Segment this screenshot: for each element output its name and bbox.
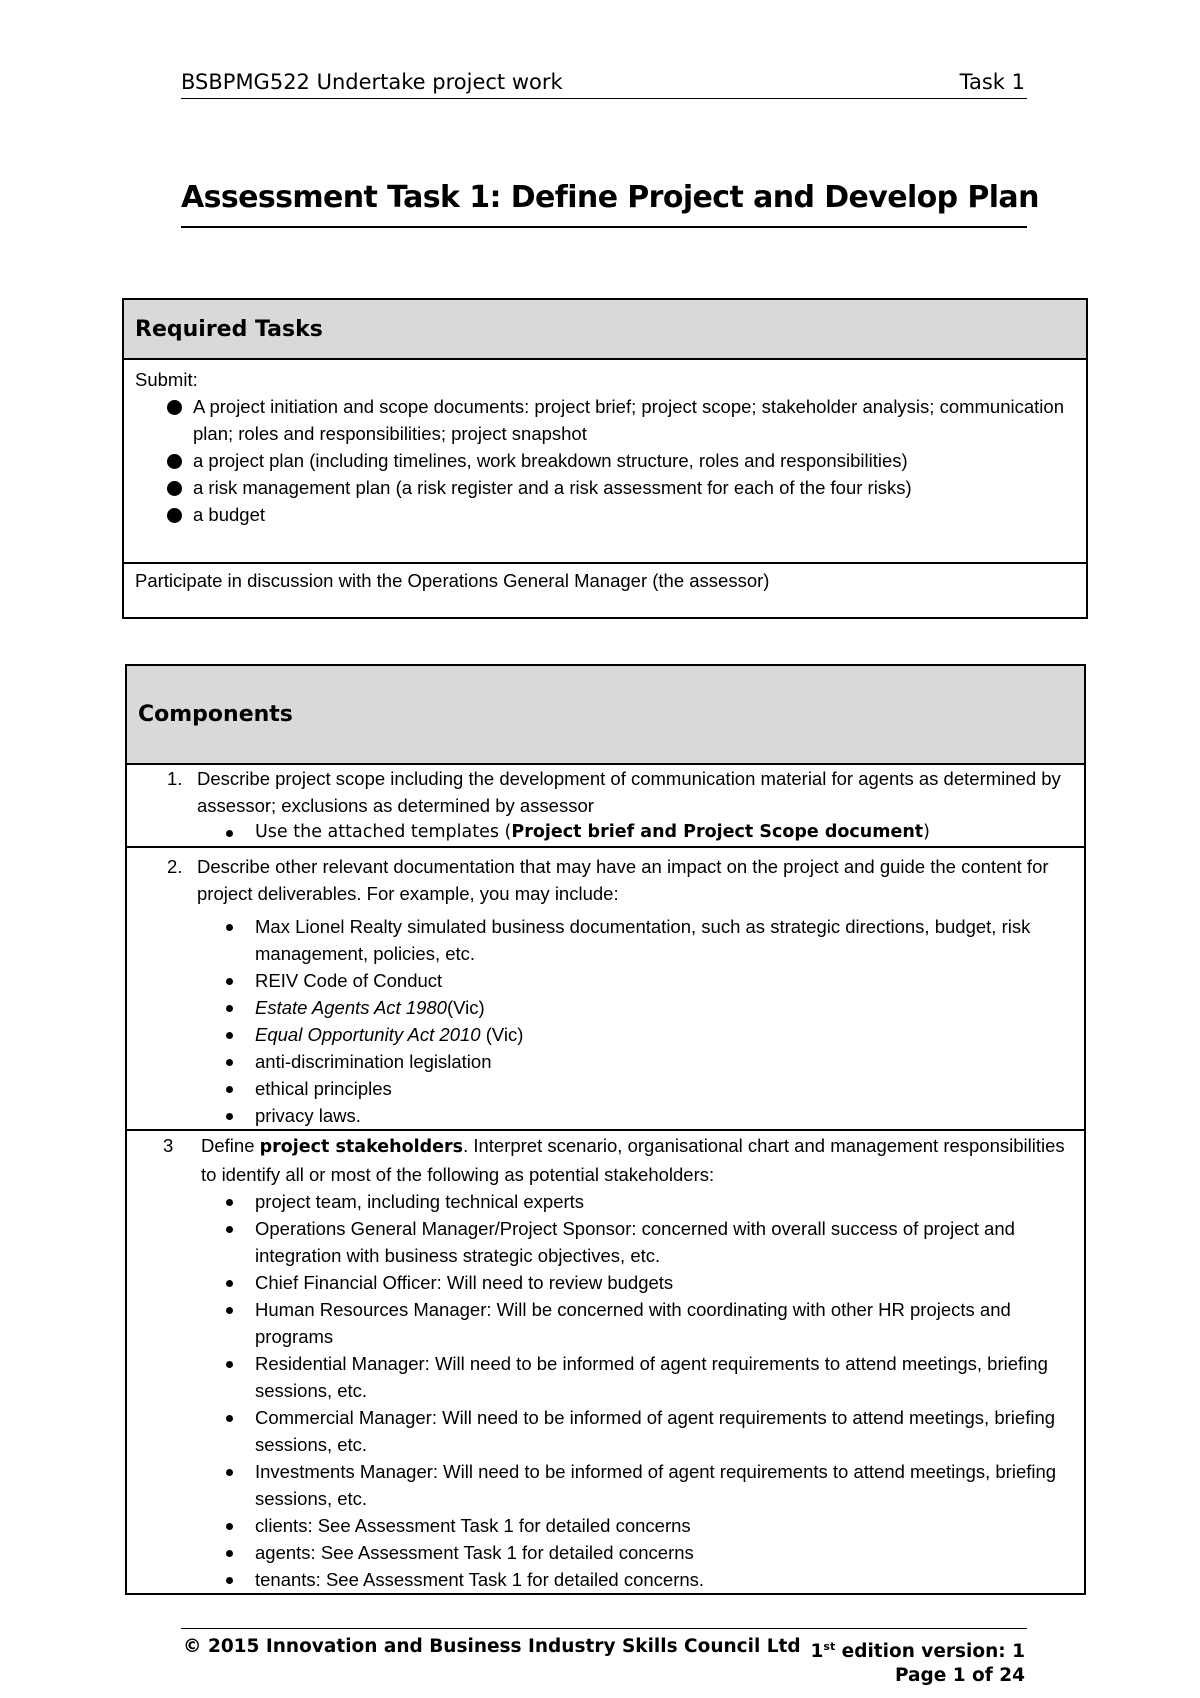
submit-list — [135, 393, 1075, 528]
page-footer — [181, 1628, 1027, 1688]
list-item: Operations General Manager/Project Sponsor: concerned with overall success of project and integration with business strategic objectives, etc. — [255, 1215, 1070, 1269]
list-item: project team, including technical experts — [255, 1188, 1070, 1215]
discussion-cell: Participate in discussion with the Operations General Manager (the assessor) — [135, 570, 770, 591]
stakeholders-term: project stakeholders — [259, 1137, 464, 1157]
template-names: Project brief and Project Scope document — [511, 822, 924, 842]
list-item: Investments Manager: Will need to be informed of agent requirements to attend meetings, briefing sessions, etc. — [255, 1458, 1070, 1512]
list-item: anti-discrimination legislation — [255, 1048, 1070, 1075]
list-item: Equal Opportunity Act 2010 (Vic) — [255, 1021, 1070, 1048]
component-number: 3 — [163, 1135, 174, 1156]
list-item: agents: See Assessment Task 1 for detailed concerns — [255, 1539, 1070, 1566]
list-item: A project initiation and scope documents: project brief; project scope; stakeholder analysis; communication plan; roles and responsibilities; project snapshot — [167, 393, 1075, 447]
components-table — [125, 664, 1086, 1595]
list-item: ethical principles — [255, 1075, 1070, 1102]
list-item: a project plan (including timelines, work breakdown structure, roles and responsibilities) — [167, 447, 1075, 474]
component-number: 1. — [167, 768, 183, 789]
page-header — [181, 68, 1027, 99]
required-tasks-heading: Required Tasks — [123, 299, 1087, 359]
list-item: REIV Code of Conduct — [255, 967, 1070, 994]
component-text: Describe other relevant documentation that may have an impact on the project and guide the content for project deliverables. For example, you may include: — [197, 856, 1049, 904]
required-tasks-table — [122, 298, 1088, 619]
edition-version: 1st edition version: 1 — [810, 1640, 1025, 1663]
component-3: 3 Define project stakeholders. Interpret scenario, organisational chart and management responsibilities to identify all or most of the following as potential stakeholders: project team, including technical experts Operations General Manager/Project Sponsor: concerned with overall success of project and integration with business strategic objectives, etc. Chief Financial Officer: Will need to review budgets Human Resources Manager: Will be concerned with coordinating with other HR projects and programs Residential Manager: Will need to be informed of agent requirements to attend meetings, briefing sessions, etc. Commercial Manager: Will need to be informed of agent requirements to attend meetings, briefing sessions, etc. Investments Manager: Will need to be informed of agent requirements to attend meetings, briefing sessions, etc. clients: See Assessment Task 1 for detailed concerns agents: See Assessment Task 1 for detailed concerns tenants: See Assessment Task 1 for detailed concerns. — [126, 1130, 1085, 1594]
list-item: Residential Manager: Will need to be informed of agent requirements to attend meetings, briefing sessions, etc. — [255, 1350, 1070, 1404]
list-item: Chief Financial Officer: Will need to review budgets — [255, 1269, 1070, 1296]
list-item: Human Resources Manager: Will be concerned with coordinating with other HR projects and programs — [255, 1296, 1070, 1350]
page-number: Page 1 of 24 — [894, 1665, 1025, 1687]
component-1 — [126, 764, 1085, 847]
submit-label: Submit: — [135, 369, 198, 390]
component-text: . Interpret scenario, organisational chart and management responsibilities to identify all or most of the following as potential stakeholders: — [201, 1135, 1065, 1185]
page-title: Assessment Task 1: Define Project and Develop Plan — [181, 180, 1027, 228]
component-number: 2. — [167, 856, 183, 877]
list-item: privacy laws. — [255, 1102, 1070, 1129]
task-label: Task 1 — [959, 70, 1025, 94]
list-item: tenants: See Assessment Task 1 for detailed concerns. — [255, 1566, 1070, 1593]
components-heading: Components — [126, 665, 1085, 764]
submit-cell — [123, 359, 1087, 563]
list-item: Use the attached templates (Project brief and Project Scope document) — [255, 819, 1070, 846]
component-2 — [126, 847, 1085, 1130]
list-item: a risk management plan (a risk register and a risk assessment for each of the four risks) — [167, 474, 1075, 501]
list-item: Estate Agents Act 1980(Vic) — [255, 994, 1070, 1021]
list-item: a budget — [167, 501, 1075, 528]
copyright: © 2015 Innovation and Business Industry Skills Council Ltd — [183, 1636, 801, 1657]
component-text: Describe project scope including the development of communication material for agents as determined by assessor; exclusions as determined by assessor — [197, 768, 1061, 816]
list-item: Commercial Manager: Will need to be informed of agent requirements to attend meetings, briefing sessions, etc. — [255, 1404, 1070, 1458]
course-title: BSBPMG522 Undertake project work — [181, 70, 563, 94]
list-item: clients: See Assessment Task 1 for detailed concerns — [255, 1512, 1070, 1539]
list-item: Max Lionel Realty simulated business documentation, such as strategic directions, budget, risk management, policies, etc. — [255, 913, 1070, 967]
